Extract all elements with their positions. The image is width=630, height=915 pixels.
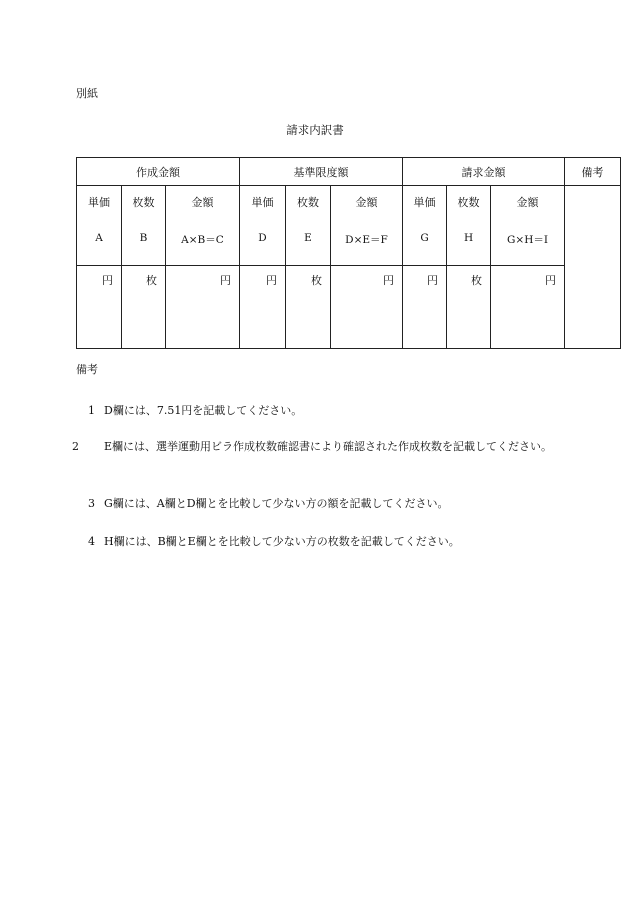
column-label: 金額 xyxy=(191,196,214,209)
entry-cell xyxy=(286,266,331,349)
note-text: H欄には、B欄とE欄とを比較して少ない方の枚数を記載してください。 xyxy=(104,535,460,548)
unit-label: 円 xyxy=(383,274,395,287)
column-label: 単価 xyxy=(251,196,274,209)
column-label: 単価 xyxy=(88,196,110,209)
entry-cell xyxy=(491,266,565,349)
billing-breakdown-table xyxy=(76,157,621,349)
document-title: 請求内訳書 xyxy=(286,123,344,137)
note-text: G欄には、A欄とD欄とを比較して少ない方の額を記載してください。 xyxy=(104,497,449,510)
column-header xyxy=(286,186,331,266)
column-variable: B xyxy=(139,232,148,244)
entry-cell xyxy=(447,266,491,349)
column-label: 枚数 xyxy=(132,196,155,209)
column-variable: H xyxy=(463,232,474,244)
column-header xyxy=(491,186,565,266)
note-text: E欄には、選挙運動用ビラ作成枚数確認書により確認された作成枚数を記載してください。 xyxy=(104,440,553,453)
table-group-header-row xyxy=(77,158,621,186)
note-text: D欄には、7.51円を記載してください。 xyxy=(104,404,303,417)
entry-cell xyxy=(240,266,286,349)
entry-cell xyxy=(331,266,403,349)
column-label: 枚数 xyxy=(297,196,319,209)
note-number: 4 xyxy=(88,535,95,548)
unit-label: 円 xyxy=(220,274,231,287)
column-variable: E xyxy=(304,232,312,244)
unit-label: 枚 xyxy=(471,274,483,287)
column-header xyxy=(331,186,403,266)
table-entry-row xyxy=(77,266,621,349)
column-variable: A xyxy=(95,232,103,244)
column-variable: D×E＝F xyxy=(345,234,388,246)
column-label: 金額 xyxy=(355,196,378,209)
entry-cell xyxy=(403,266,447,349)
column-variable: G×H＝I xyxy=(507,234,549,246)
notes-heading: 備考 xyxy=(76,363,98,376)
column-header xyxy=(122,186,166,266)
column-header xyxy=(77,186,122,266)
note-item xyxy=(72,437,584,456)
note-number: 3 xyxy=(88,497,95,510)
unit-label: 円 xyxy=(102,274,113,287)
column-header xyxy=(166,186,240,266)
entry-cell xyxy=(166,266,240,349)
note-number: 2 xyxy=(72,440,79,453)
table-subheader-row xyxy=(77,186,621,266)
group-header-claim-amount: 請求金額 xyxy=(403,158,565,186)
unit-label: 枚 xyxy=(311,274,322,287)
attachment-label: 別紙 xyxy=(76,87,98,100)
unit-label: 枚 xyxy=(146,274,157,287)
entry-cell xyxy=(122,266,166,349)
column-variable: G xyxy=(420,232,429,244)
group-header-remarks: 備考 xyxy=(565,158,621,186)
column-label: 枚数 xyxy=(457,196,480,209)
note-item xyxy=(88,494,568,513)
note-item xyxy=(88,401,568,420)
unit-label: 円 xyxy=(266,274,277,287)
unit-label: 円 xyxy=(427,274,439,287)
column-label: 金額 xyxy=(516,196,539,209)
column-header xyxy=(240,186,286,266)
group-header-production-amount: 作成金額 xyxy=(77,158,240,186)
entry-cell xyxy=(77,266,122,349)
note-item xyxy=(88,532,568,551)
unit-label: 円 xyxy=(545,274,557,287)
column-label: 単価 xyxy=(413,196,436,209)
column-variable: A×B＝C xyxy=(181,234,224,246)
group-header-standard-limit: 基準限度額 xyxy=(240,158,403,186)
note-number: 1 xyxy=(88,404,95,417)
column-header xyxy=(403,186,447,266)
remarks-cell xyxy=(565,186,621,349)
column-header xyxy=(447,186,491,266)
column-variable: D xyxy=(258,232,267,244)
